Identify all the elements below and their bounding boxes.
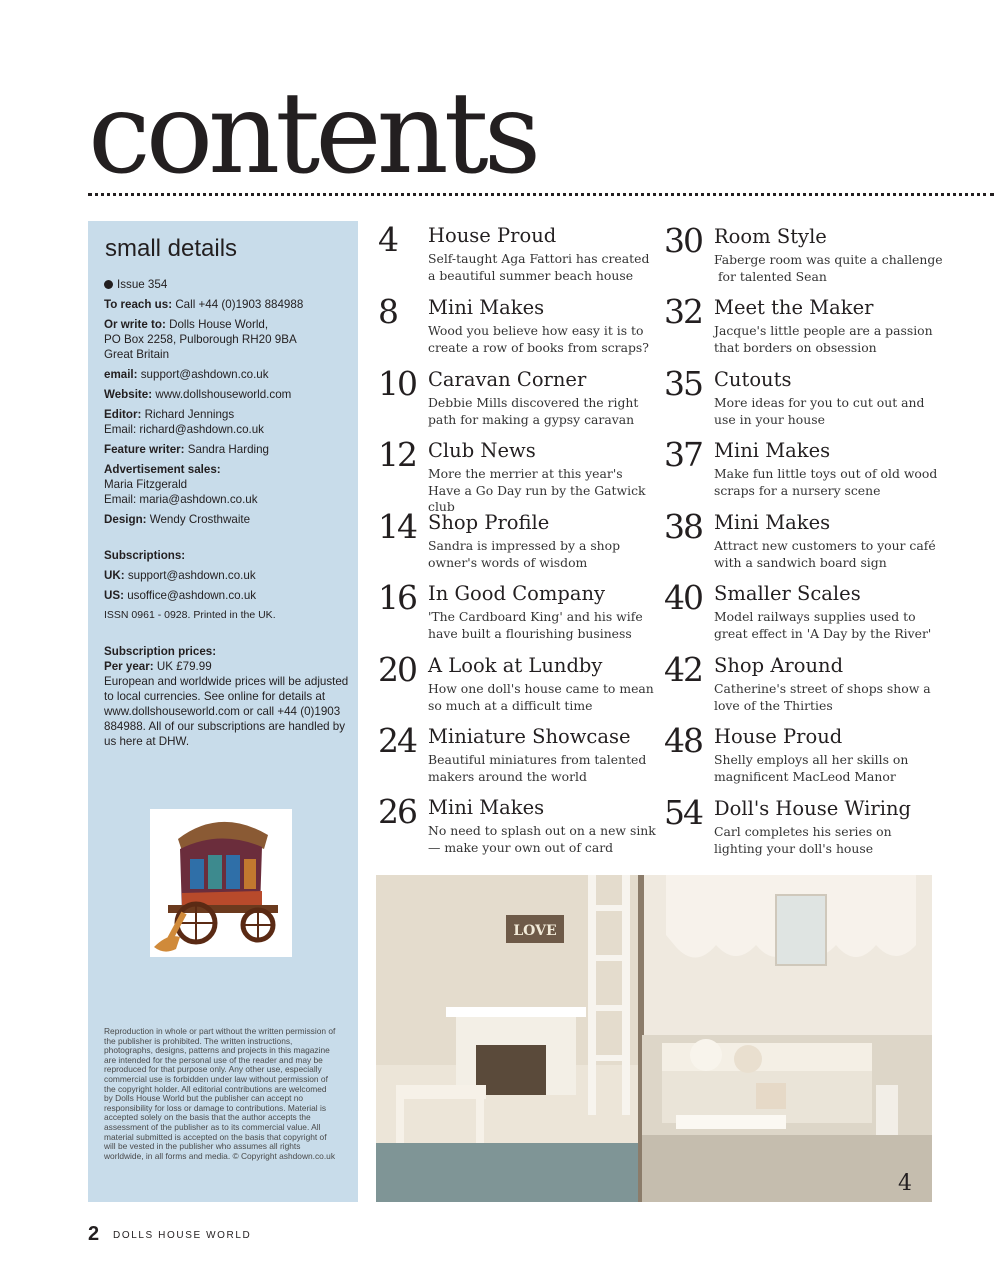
entry-page-number: 8 [378,292,397,331]
prices-label: Subscription prices: [104,645,217,658]
feature-name: Sandra Harding [187,443,269,456]
entry-description: Attract new customers to your café with a sandwich board sign [714,538,940,570]
design-label: Design: [104,513,147,526]
write-address-1: Dolls House World, [169,318,269,331]
contents-entry[interactable] [664,221,943,290]
subs-line [104,548,349,563]
dotted-divider [88,193,994,196]
editor-line [104,407,349,437]
entry-page-number: 24 [378,721,416,760]
per-year-label: Per year: [104,660,154,673]
entry-description: 'The Cardboard King' and his wife have built a flourishing business [428,609,647,641]
write-address-2: PO Box 2258, Pulborough RH20 9BA [104,333,297,346]
write-label: Or write to: [104,318,166,331]
reach-line [104,297,349,312]
editor-label: Editor: [104,408,142,421]
entry-description: Model railways supplies used to great effect in 'A Day by the River' [714,609,932,641]
website-line [104,387,349,402]
editor-name: Richard Jennings [144,408,235,421]
contents-entry[interactable] [664,292,937,361]
subs-label: Subscriptions: [104,549,186,562]
photo-page-label: 4 [898,1171,912,1196]
sidebar-title: small details [105,235,238,262]
entry-title: In Good Company [428,582,606,605]
entry-description: Carl completes his series on lighting your doll's house [714,824,896,856]
entry-description: No need to splash out on a new sink — make your own out of card [428,823,660,855]
ads-line [104,462,349,507]
entry-page-number: 16 [378,578,416,617]
us-email[interactable]: usoffice@ashdown.co.uk [127,589,257,602]
entry-title: Mini Makes [428,796,545,819]
sidebar-body [104,277,349,754]
email-label: email: [104,368,138,381]
entry-page-number: 20 [378,650,416,689]
entry-description: More ideas for you to cut out and use in your house [714,395,929,427]
entry-page-number: 12 [378,435,416,474]
prices-line [104,644,349,749]
feature-line [104,442,349,457]
copyright-disclaimer: Reproduction in whole or part without the written permission of the publisher is prohibited. The written instructions, photographs, designs, patterns and projects in this magazine are intended for the personal use of the reader and may be reproduced for that purpose only. Any other use, especially commercial use is forbidden under law without permission of the copyright holder. All editorial contributions are welcomed by Dolls House World but the publisher can accept no responsibility for loss or damage to contributions. Material is accepted solely on the basis that the author accepts the assessment of the publisher as to its commercial value. All material submitted is accepted on the basis that copyright of will be vested in the publisher who assumes all rights worldwide, in all forms and media. © Copyright ashdown.co.uk [104,1026,336,1161]
entry-title: Room Style [714,225,827,248]
ads-email[interactable]: Email: maria@ashdown.co.uk [104,493,258,506]
printed-in: Printed in the UK. [193,609,276,621]
entry-page-number: 37 [664,435,702,474]
contents-entry[interactable] [664,578,934,647]
contents-entry[interactable] [378,292,649,361]
entry-title: Club News [428,439,536,462]
write-line [104,317,349,362]
contents-entry[interactable] [378,364,648,433]
entry-page-number: 26 [378,792,416,831]
entry-description: Make fun little toys out of old wood scraps for a nursery scene [714,466,942,498]
contents-entry[interactable] [378,792,660,861]
small-details-panel [88,221,358,1202]
write-address-3: Great Britain [104,348,170,361]
entry-title: Cutouts [714,368,792,391]
us-label: US: [104,589,124,602]
uk-label: UK: [104,569,125,582]
entry-title: Smaller Scales [714,582,861,605]
gypsy-caravan-image [150,809,292,957]
entry-description: Wood you believe how easy it is to create a row of books from scraps? [428,323,649,355]
entry-page-number: 38 [664,507,702,546]
uk-line [104,568,349,583]
entry-title: Meet the Maker [714,296,874,319]
ads-name: Maria Fitzgerald [104,478,188,491]
entry-description: Shelly employs all her skills on magnificent MacLeod Manor [714,752,913,784]
website-label: Website: [104,388,153,401]
entry-title: Shop Around [714,654,844,677]
entry-description: Debbie Mills discovered the right path for making a gypsy caravan [428,395,643,427]
per-year-price: UK £79.99 [156,660,212,673]
entry-title: Miniature Showcase [428,725,631,748]
entry-title: Mini Makes [714,439,831,462]
entry-description: Self-taught Aga Fattori has created a beautiful summer beach house [428,251,654,283]
entry-title: Mini Makes [428,296,545,319]
entry-title: House Proud [714,725,843,748]
contents-entry[interactable] [664,721,934,790]
footer-page-number: 2 [88,1223,100,1245]
footer-magazine-name: DOLLS HOUSE WORLD [113,1230,252,1241]
entry-page-number: 48 [664,721,702,760]
entry-page-number: 54 [664,793,702,832]
contents-entry[interactable] [378,435,650,514]
entry-page-number: 10 [378,364,416,403]
contents-entry[interactable] [664,650,935,719]
contents-entry[interactable] [378,220,654,289]
entry-page-number: 30 [664,221,702,260]
entry-title: Caravan Corner [428,368,587,391]
entry-title: Mini Makes [714,511,831,534]
entry-title: House Proud [428,224,557,247]
entry-title: A Look at Lundby [428,654,603,677]
entry-page-number: 32 [664,292,702,331]
entry-description: Jacque's little people are a passion that borders on obsession [714,323,937,355]
entry-description: Faberge room was quite a challenge for talented Sean [714,252,943,284]
contents-entry[interactable] [664,507,940,576]
reach-phone: Call +44 (0)1903 884988 [175,298,304,311]
entry-page-number: 4 [378,220,397,259]
prices-text: European and worldwide prices will be adjusted to local currencies. See online for details at www.dollshouseworld.com or call +44 (0)1903 884988. All of our subscriptions are handled by us here at DHW. [104,675,349,748]
contents-entry[interactable] [664,793,934,862]
design-name: Wendy Crosthwaite [149,513,251,526]
contents-entry[interactable] [378,507,648,576]
email-link[interactable]: support@ashdown.co.uk [140,368,269,381]
contents-entry[interactable] [378,578,648,647]
editor-email[interactable]: Email: richard@ashdown.co.uk [104,423,264,436]
design-line [104,512,349,527]
entry-description: Beautiful miniatures from talented makers around the world [428,752,651,784]
bullet-icon [104,280,113,289]
entry-description: Catherine's street of shops show a love of the Thirties [714,681,935,713]
love-sign-text: LOVE [513,923,557,939]
contents-entry[interactable] [664,435,942,504]
contents-entry[interactable] [664,364,934,433]
entry-page-number: 35 [664,364,702,403]
issn-number: ISSN 0961 - 0928. [104,609,191,621]
entry-title: Shop Profile [428,511,550,534]
page-title: contents [88,69,537,199]
email-line [104,367,349,382]
contents-entry[interactable] [378,650,658,719]
beach-house-photo [376,875,932,1202]
issue-number: Issue 354 [117,278,168,291]
uk-email[interactable]: support@ashdown.co.uk [127,569,256,582]
entry-description: How one doll's house came to mean so much at a difficult time [428,681,658,713]
us-line [104,588,349,603]
contents-entry[interactable] [378,721,651,790]
issn-line [104,608,349,623]
issue-line [104,277,349,292]
ads-label: Advertisement sales: [104,463,221,476]
entry-page-number: 42 [664,650,702,689]
reach-label: To reach us: [104,298,173,311]
website-link[interactable]: www.dollshouseworld.com [155,388,292,401]
feature-label: Feature writer: [104,443,185,456]
entry-description: More the merrier at this year's Have a Go Day run by the Gatwick club [428,466,650,514]
entry-title: Doll's House Wiring [714,797,911,820]
entry-page-number: 14 [378,507,416,546]
entry-page-number: 40 [664,578,702,617]
entry-description: Sandra is impressed by a shop owner's words of wisdom [428,538,624,570]
